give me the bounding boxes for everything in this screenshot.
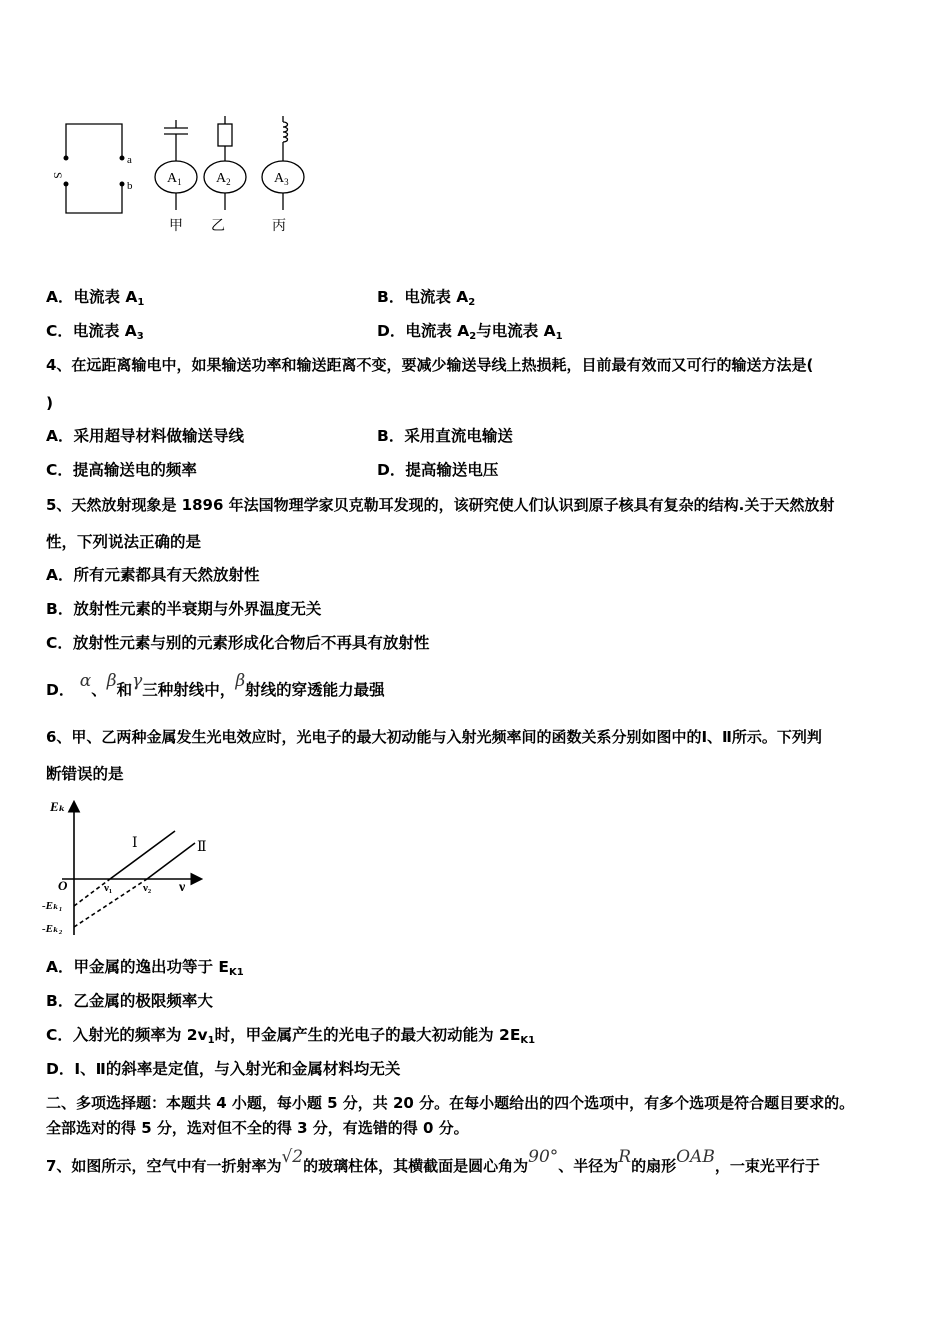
circuit-figure (50, 110, 320, 240)
q6-option-c[interactable]: C．入射光的频率为 $2v_1$时，甲金属产生的光电子的最大初动能为 $2E_{K1}$ (46, 1026, 536, 1046)
section2-heading-cont: 全部选对的得 5 分，选对但不全的得 3 分，有选错的得 0 分。 (46, 1119, 469, 1137)
q3-option-a[interactable]: A．电流表 $A_1$ (46, 288, 145, 308)
alpha-symbol: α (79, 671, 92, 691)
angle-90: 90° (528, 1147, 559, 1167)
svg-text:ν₂: ν₂ (143, 882, 152, 894)
q6-option-a[interactable]: A．甲金属的逸出功等于 $E_{K1}$ (46, 958, 244, 978)
beta-symbol: β (106, 671, 117, 691)
gamma-symbol: γ (132, 671, 143, 691)
q3-option-d[interactable]: D．电流表 $A_2$与电流表 $A_1$ (377, 322, 563, 342)
svg-text:O: O (58, 878, 68, 893)
q6-option-d[interactable]: D．Ⅰ、Ⅱ的斜率是定值，与入射光和金属材料均无关 (46, 1060, 401, 1078)
q6-option-b[interactable]: B．乙金属的极限频率大 (46, 992, 213, 1010)
svg-text:-Eₖ₂: -Eₖ₂ (42, 923, 63, 935)
svg-text:Eₖ: Eₖ (50, 799, 66, 814)
line-II (147, 843, 195, 879)
q5-option-a[interactable]: A．所有元素都具有天然放射性 (46, 566, 260, 584)
sector-oab: OAB (676, 1147, 715, 1167)
q4-option-c[interactable]: C．提高输送电的频率 (46, 461, 197, 479)
q4-option-b[interactable]: B．采用直流电输送 (377, 427, 513, 445)
svg-text:ν: ν (179, 880, 186, 895)
line-I (110, 831, 175, 879)
section2-heading: 二、多项选择题：本题共 4 小题，每小题 5 分，共 20 分。在每小题给出的四个选项中，有多个选项是符合题目要求的。 (46, 1094, 855, 1112)
svg-text:ν₁: ν₁ (104, 882, 113, 894)
svg-text:Ⅱ: Ⅱ (197, 840, 207, 855)
q6-stem-cont: 断错误的是 (46, 765, 124, 783)
svg-text:乙: 乙 (211, 219, 225, 234)
svg-text:S: S (51, 172, 65, 179)
photoelectric-graph (42, 795, 222, 940)
svg-text:a: a (127, 154, 132, 166)
svg-text:-Eₖ₁: -Eₖ₁ (42, 900, 63, 912)
svg-text:A3: $A_3$ (274, 171, 289, 187)
svg-text:b: b (127, 180, 133, 192)
q3-option-b[interactable]: B．电流表 $A_2$ (377, 288, 476, 308)
q4-stem-cont: ) (46, 394, 54, 412)
q5-option-d[interactable]: D． α、β和γ三种射线中，β射线的穿透能力最强 (46, 671, 385, 699)
q3-option-c[interactable]: C．电流表 $A_3$ (46, 322, 144, 342)
q5-stem: 5、天然放射现象是 1896 年法国物理学家贝克勒耳发现的，该研究使人们认识到原子核具有复杂的结构.关于天然放射 (46, 496, 835, 514)
svg-text:甲: 甲 (169, 219, 183, 234)
beta-symbol-2: β (235, 671, 246, 691)
q7-stem: 7、如图所示，空气中有一折射率为√2的玻璃柱体，其横截面是圆心角为90°、半径为R的扇形OAB，一束光平行于 (46, 1147, 820, 1175)
q5-stem-cont: 性，下列说法正确的是 (46, 533, 202, 551)
svg-text:Ⅰ: Ⅰ (132, 836, 138, 851)
svg-text:A2: $A_2$ (216, 171, 231, 187)
svg-text:丙: 丙 (272, 219, 286, 234)
q5-option-c[interactable]: C．放射性元素与别的元素形成化合物后不再具有放射性 (46, 634, 430, 652)
radius-r: R (618, 1147, 632, 1167)
q4-option-a[interactable]: A．采用超导材料做输送导线 (46, 427, 244, 445)
q4-option-d[interactable]: D．提高输送电压 (377, 461, 499, 479)
q5-option-b[interactable]: B．放射性元素的半衰期与外界温度无关 (46, 600, 322, 618)
sqrt2-symbol: √2 (281, 1147, 304, 1167)
svg-text:A1: $A_1$ (167, 171, 182, 187)
q6-stem: 6、甲、乙两种金属发生光电效应时，光电子的最大初动能与入射光频率间的函数关系分别如图中的Ⅰ、Ⅱ所示。下列判 (46, 728, 822, 746)
q4-stem: 4、在远距离输电中，如果输送功率和输送距离不变，要减少输送导线上热损耗，目前最有效而又可行的输送方法是( (46, 356, 814, 374)
